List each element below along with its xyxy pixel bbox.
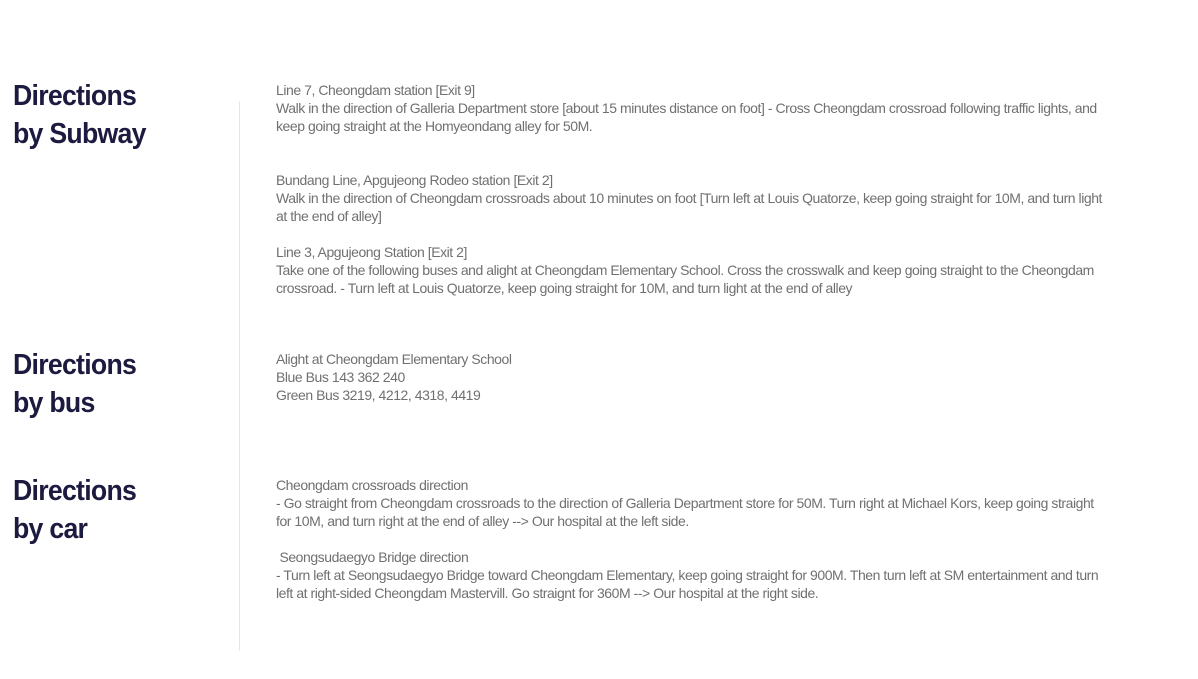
car-entry-title: Cheongdam crossroads direction (276, 477, 468, 493)
car-entry-seongsudaegyo (276, 548, 1194, 602)
subway-entry-text: Take one of the following buses and alight at Cheongdam Elementary School. Cross the crosswalk and keep going straight to the Cheongdam (276, 262, 1094, 278)
subway-heading (13, 77, 146, 153)
subway-heading-line-2: by Subway (13, 118, 146, 150)
bus-heading (13, 346, 136, 422)
car-entry-cheongdam (276, 476, 1194, 530)
car-heading-line-1: Directions (13, 475, 137, 507)
bus-heading-line-1: Directions (13, 349, 137, 381)
bus-info (276, 350, 1194, 404)
subway-entry-text: Walk in the direction of Cheongdam crossroads about 10 minutes on foot [Turn left at Louis Quatorze, keep going straight for 10M, and turn light (276, 190, 1102, 206)
subway-entry-line7 (276, 81, 1194, 135)
bus-stop-text: Alight at Cheongdam Elementary School (276, 351, 512, 367)
car-entry-text: - Go straight from Cheongdam crossroads to the direction of Galleria Department store for 50M. Turn right at Michael Kors, keep going straight (276, 495, 1094, 511)
subway-entry-title: Line 7, Cheongdam station [Exit 9] (276, 82, 475, 98)
green-bus-text: Green Bus 3219, 4212, 4318, 4419 (276, 387, 481, 403)
subway-entry-text: Walk in the direction of Galleria Department store [about 15 minutes distance on foot] - Cross Cheongdam crossroad following traffic lights, and (276, 100, 1097, 116)
car-entry-text: left at right-sided Cheongdam Mastervill. Go straignt for 360M --> Our hospital at the right side. (276, 585, 819, 601)
bus-heading-line-2: by bus (13, 387, 95, 419)
car-heading (13, 472, 136, 548)
subway-entry-title: Bundang Line, Apgujeong Rodeo station [Exit 2] (276, 172, 553, 188)
car-entry-title: Seongsudaegyo Bridge direction (276, 549, 469, 565)
car-entry-text: for 10M, and turn right at the end of alley --> Our hospital at the left side. (276, 513, 689, 529)
subway-entry-text: keep going straight at the Homyeondang alley for 50M. (276, 118, 593, 134)
subway-entry-line3 (276, 243, 1194, 297)
subway-entry-bundang (276, 171, 1194, 225)
subway-entry-text: at the end of alley] (276, 208, 382, 224)
blue-bus-text: Blue Bus 143 362 240 (276, 369, 405, 385)
subway-entry-text: crossroad. - Turn left at Louis Quatorze, keep going straight for 10M, and turn light at the end of alley (276, 280, 853, 296)
subway-heading-line-1: Directions (13, 80, 137, 112)
car-entry-text: - Turn left at Seongsudaegyo Bridge toward Cheongdam Elementary, keep going straight for 900M. Then turn left at SM entertainment and turn (276, 567, 1099, 583)
section-divider (239, 101, 240, 651)
car-heading-line-2: by car (13, 513, 88, 545)
subway-entry-title: Line 3, Apgujeong Station [Exit 2] (276, 244, 467, 260)
